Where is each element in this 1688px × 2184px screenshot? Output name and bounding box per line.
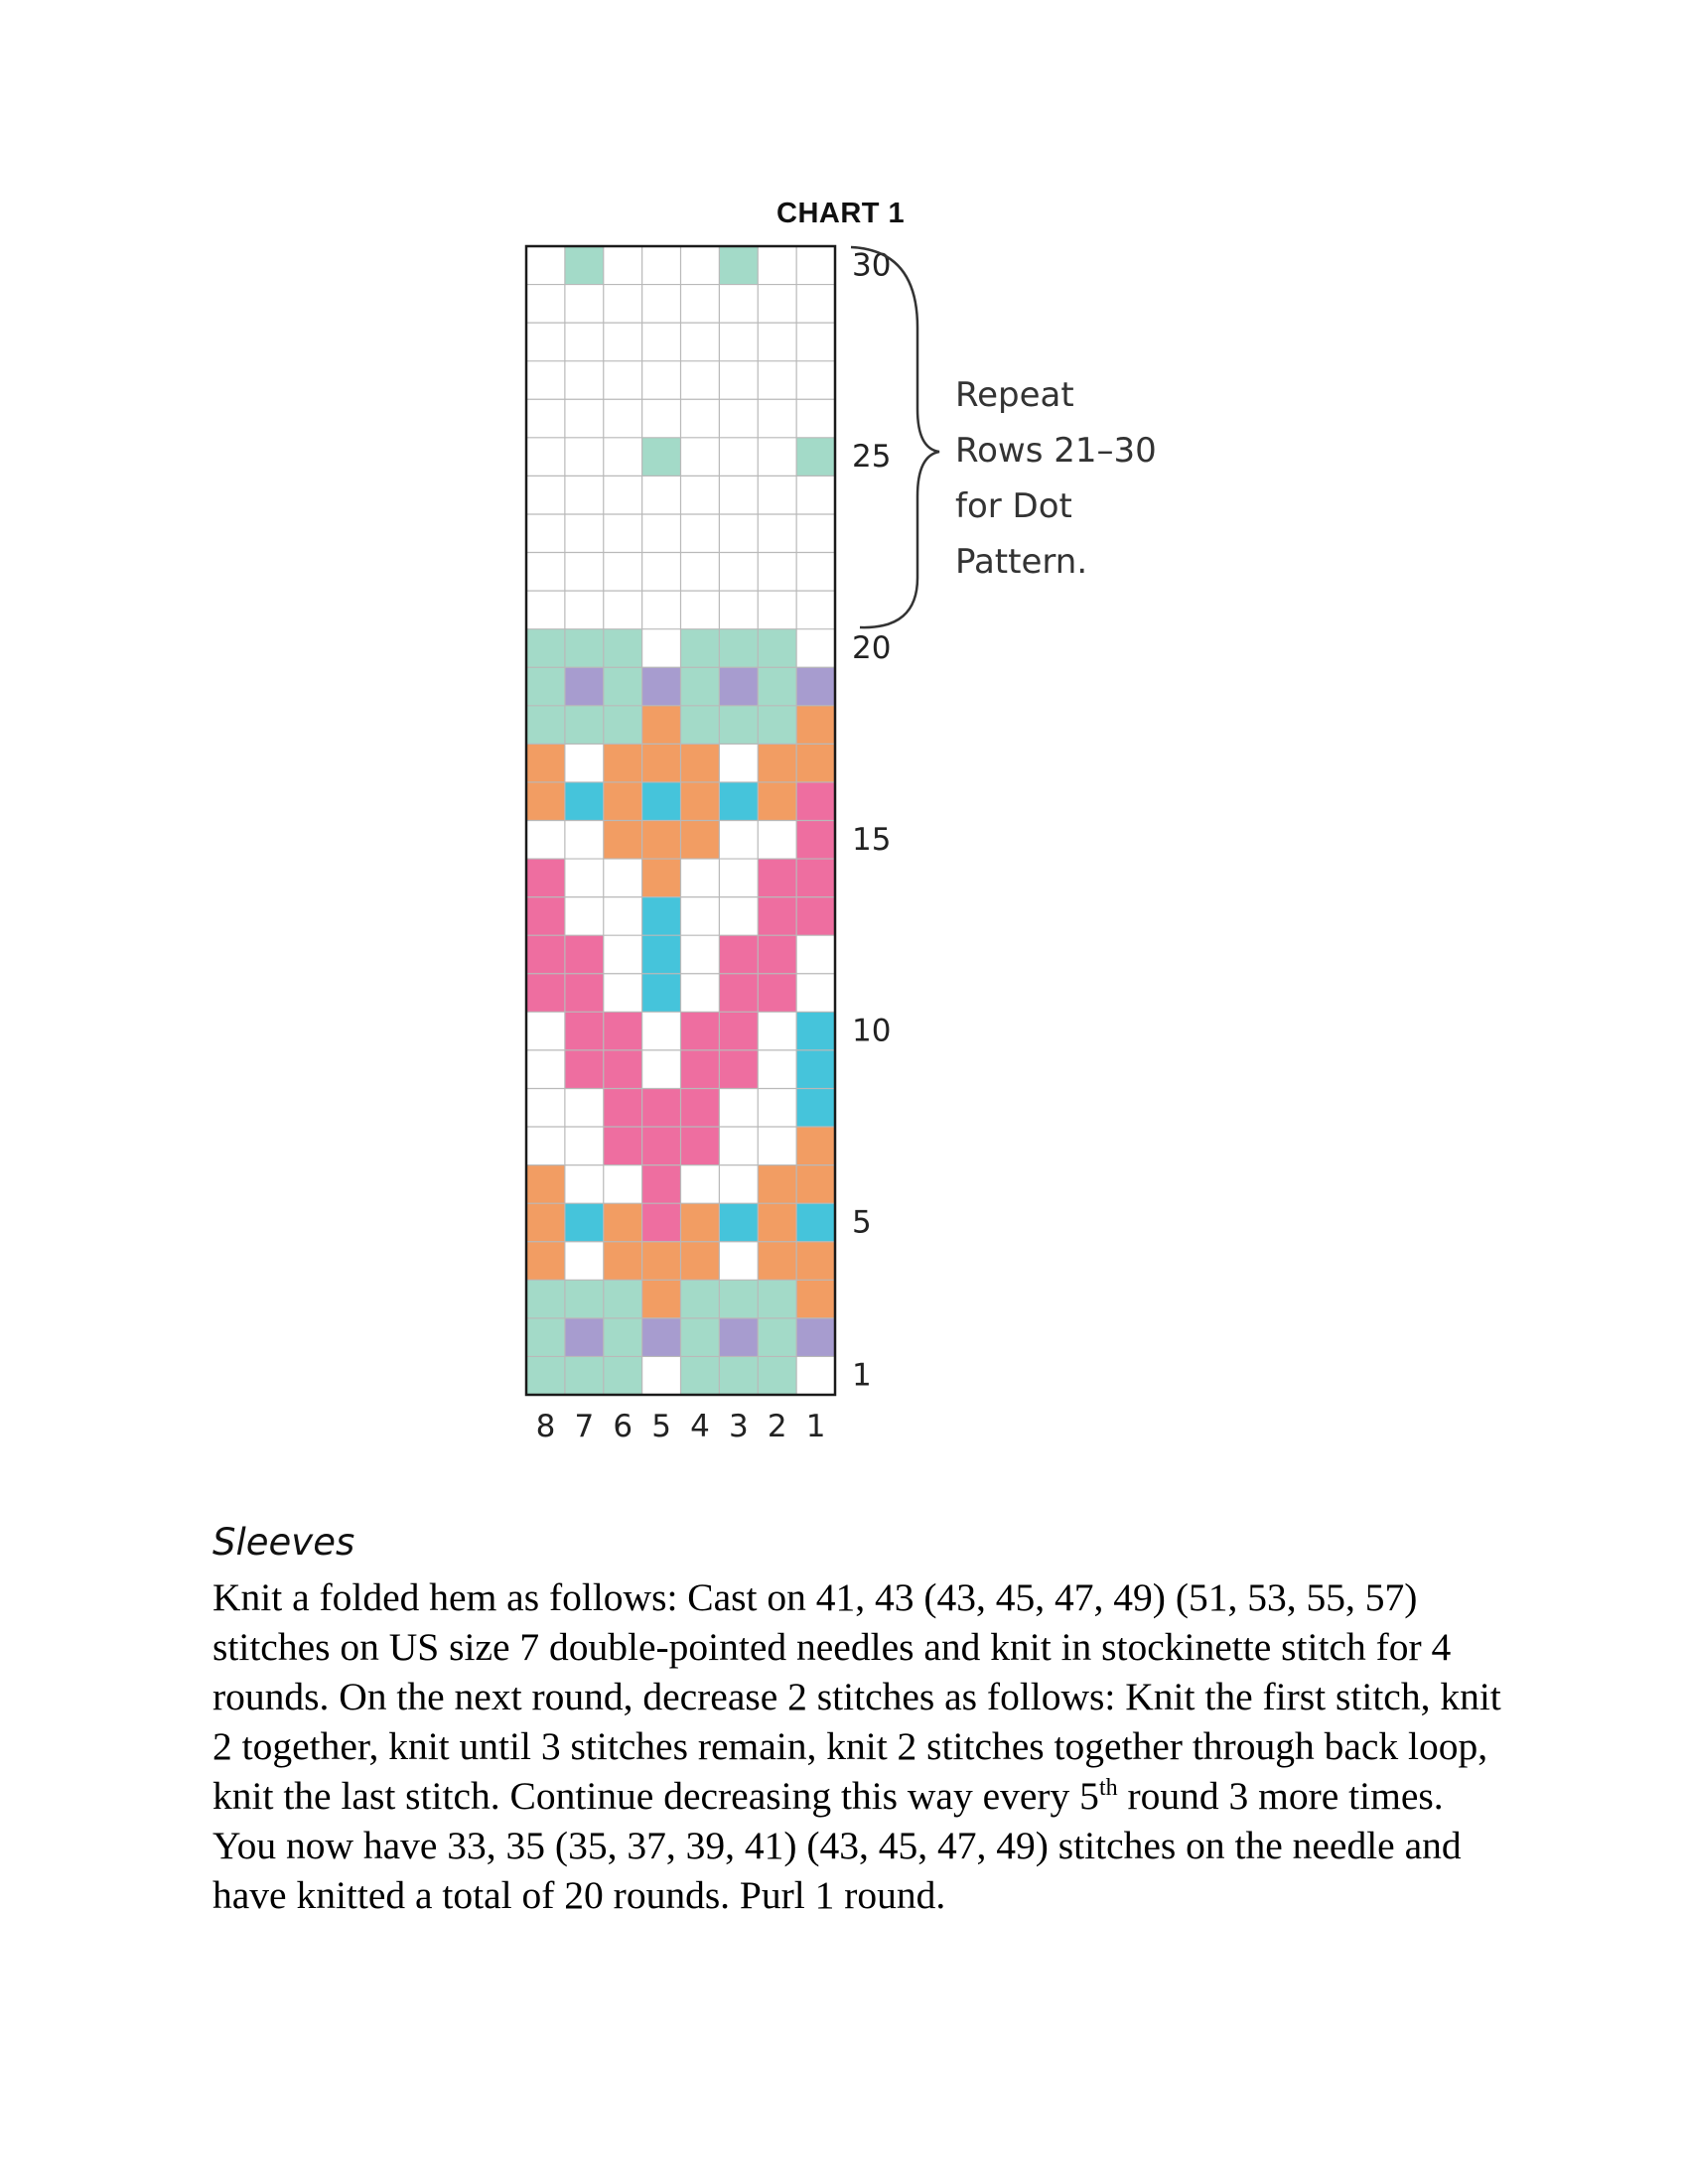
chart-cell (758, 629, 796, 668)
instructions-text-part-2: round 3 more times. You now have 33, 35 (35, 37, 39, 41) (43, 45, 47, 49) stitches on the needle and have knitted a total of 20 rounds. Purl 1 round. (212, 1774, 1462, 1917)
chart-cell (642, 629, 681, 668)
chart-cell (719, 1242, 758, 1281)
chart-cell (758, 1318, 796, 1357)
instructions-paragraph (212, 1572, 1503, 1920)
chart-cell (565, 1203, 604, 1242)
chart-cell (758, 744, 796, 782)
chart-cell (604, 1356, 642, 1395)
chart-cell (604, 1242, 642, 1281)
chart-cell (526, 1012, 565, 1050)
instructions-text-part-1: Knit a folded hem as follows: Cast on 41, 43 (43, 45, 47, 49) (51, 53, 55, 57) stitches on US size 7 double-pointed needles and knit in stockinette stitch for 4 rounds. On the next round, decrease 2 stitches as follows: Knit the first stitch, knit 2 together, knit until 3 stitches remain, knit 2 stitches together through back loop, knit the last stitch. Continue decreasing this way every 5 (212, 1575, 1501, 1818)
chart-cell (604, 476, 642, 514)
chart-cell (642, 1088, 681, 1127)
chart-cell (565, 1280, 604, 1318)
chart-cell (526, 1242, 565, 1281)
chart-cell (604, 361, 642, 400)
chart-cell (719, 744, 758, 782)
column-number-label: 6 (613, 1409, 633, 1444)
chart-cell (642, 782, 681, 821)
chart-cell (642, 744, 681, 782)
chart-cell (758, 1242, 796, 1281)
chart-cell (526, 246, 565, 285)
chart-cell (758, 323, 796, 361)
chart-cell (565, 438, 604, 477)
row-number-label: 1 (852, 1357, 872, 1394)
chart-cell (796, 553, 835, 592)
chart-cell (565, 476, 604, 514)
chart-cell (796, 935, 835, 974)
chart-cell (526, 399, 565, 438)
chart-cell (681, 974, 720, 1013)
chart-cell (526, 1088, 565, 1127)
chart-cell (796, 514, 835, 553)
chart-cell (604, 1165, 642, 1204)
chart-cell (719, 1280, 758, 1318)
ordinal-suffix: th (1098, 1774, 1118, 1801)
chart-cell (526, 1356, 565, 1395)
chart-cell (681, 1088, 720, 1127)
chart-cell (758, 1356, 796, 1395)
chart-cell (719, 323, 758, 361)
column-number-label: 8 (535, 1409, 556, 1444)
chart-cell (758, 1050, 796, 1089)
chart-cell (642, 246, 681, 285)
chart-cell (526, 744, 565, 782)
chart-cell (604, 859, 642, 897)
chart-cell (681, 744, 720, 782)
chart-cell (565, 1318, 604, 1357)
chart-cell (604, 246, 642, 285)
chart-cell (642, 821, 681, 860)
chart-cell (604, 667, 642, 706)
chart-cell (565, 246, 604, 285)
chart-cell (604, 782, 642, 821)
chart-cell (526, 667, 565, 706)
chart-cell (681, 1050, 720, 1089)
chart-cell (565, 706, 604, 745)
chart-cell (796, 1127, 835, 1165)
chart-cell (526, 1165, 565, 1204)
chart-cell (758, 246, 796, 285)
chart-cell (758, 1203, 796, 1242)
chart-cell (642, 1012, 681, 1050)
chart-cell (719, 935, 758, 974)
chart-cell (796, 706, 835, 745)
chart-cell (526, 1050, 565, 1089)
chart-cell (758, 1088, 796, 1127)
column-number-label: 5 (651, 1409, 671, 1444)
row-number-label: 25 (852, 439, 892, 476)
chart-cell (604, 553, 642, 592)
chart-cell (681, 935, 720, 974)
row-number-label: 10 (852, 1013, 892, 1049)
chart-cell (604, 285, 642, 324)
chart-cell (758, 1165, 796, 1204)
chart-cell (719, 1318, 758, 1357)
chart-cell (526, 974, 565, 1013)
chart-cell (796, 859, 835, 897)
chart-cell (526, 323, 565, 361)
chart-cell (642, 361, 681, 400)
chart-cell (526, 897, 565, 936)
chart-cell (719, 361, 758, 400)
chart-cell (526, 1203, 565, 1242)
chart-cell (719, 591, 758, 629)
chart-cell (796, 974, 835, 1013)
chart-cell (719, 1050, 758, 1089)
section-heading: Sleeves (212, 1521, 355, 1564)
chart-cell (719, 974, 758, 1013)
chart-cell (565, 629, 604, 668)
column-number-label: 7 (574, 1409, 595, 1444)
chart-cell (681, 476, 720, 514)
chart-cell (681, 1127, 720, 1165)
chart-cell (719, 1165, 758, 1204)
chart-cell (642, 1242, 681, 1281)
row-labels (852, 247, 891, 1393)
chart-cell (719, 438, 758, 477)
chart-title: CHART 1 (776, 198, 906, 229)
chart-cell (758, 706, 796, 745)
chart-cell (565, 1127, 604, 1165)
chart-cell (796, 1050, 835, 1089)
chart-cell (681, 399, 720, 438)
chart-cell (796, 1203, 835, 1242)
chart-cell (526, 1318, 565, 1357)
chart-cell (642, 1203, 681, 1242)
chart-cell (758, 438, 796, 477)
chart-cell (565, 514, 604, 553)
chart-cell (604, 629, 642, 668)
chart-cell (681, 1165, 720, 1204)
chart-cell (796, 897, 835, 936)
chart-cell (719, 859, 758, 897)
chart-cell (796, 744, 835, 782)
repeat-brace (851, 247, 939, 627)
chart-cell (719, 399, 758, 438)
chart-cell (681, 859, 720, 897)
chart-cell (604, 323, 642, 361)
chart-cell (719, 514, 758, 553)
chart-cell (758, 897, 796, 936)
chart-cell (604, 1050, 642, 1089)
repeat-note (955, 367, 1253, 590)
chart-cell (565, 782, 604, 821)
column-labels (536, 1409, 826, 1444)
chart-cell (681, 323, 720, 361)
chart-cell (604, 1127, 642, 1165)
chart-cell (758, 361, 796, 400)
chart-cell (565, 323, 604, 361)
chart-cell (719, 1356, 758, 1395)
chart-cell (796, 1356, 835, 1395)
chart-cell (642, 514, 681, 553)
chart-cell (565, 591, 604, 629)
chart-cell (758, 553, 796, 592)
chart-cell (565, 285, 604, 324)
chart-cell (796, 1012, 835, 1050)
chart-cell (604, 935, 642, 974)
chart-cell (642, 667, 681, 706)
chart-cell (796, 323, 835, 361)
chart-cell (796, 1280, 835, 1318)
chart-cell (796, 591, 835, 629)
chart-cell (642, 1318, 681, 1357)
chart-cell (796, 782, 835, 821)
chart-cell (796, 667, 835, 706)
chart-cell (758, 1127, 796, 1165)
chart-cell (565, 859, 604, 897)
chart-cell (604, 706, 642, 745)
chart-cell (719, 629, 758, 668)
chart-cell (642, 974, 681, 1013)
chart-cell (565, 897, 604, 936)
repeat-note-line-3: for Dot (955, 486, 1072, 526)
chart-cell (681, 706, 720, 745)
chart-cell (565, 744, 604, 782)
chart-cell (796, 1318, 835, 1357)
chart-cell (796, 361, 835, 400)
chart-cell (642, 1165, 681, 1204)
chart-cell (719, 476, 758, 514)
chart-cell (565, 974, 604, 1013)
row-number-label: 5 (852, 1204, 872, 1241)
chart-cell (758, 859, 796, 897)
chart-cell (681, 629, 720, 668)
chart-cell (719, 821, 758, 860)
chart-cell (526, 821, 565, 860)
chart-cell (758, 476, 796, 514)
chart-cell (642, 553, 681, 592)
row-number-label: 15 (852, 821, 892, 858)
chart-cell (604, 1012, 642, 1050)
chart-cell (796, 285, 835, 324)
chart-cell (642, 399, 681, 438)
chart-cell (758, 399, 796, 438)
chart-cell (796, 629, 835, 668)
chart-cell (681, 514, 720, 553)
chart-cell (642, 285, 681, 324)
chart-cell (604, 821, 642, 860)
chart-cell (642, 1280, 681, 1318)
chart-cell (758, 667, 796, 706)
column-number-label: 3 (728, 1409, 749, 1444)
chart-cell (796, 1165, 835, 1204)
chart-cell (604, 591, 642, 629)
chart-cell (758, 514, 796, 553)
chart-cell (719, 285, 758, 324)
chart-cell (565, 667, 604, 706)
chart-cell (758, 935, 796, 974)
chart-cell (642, 323, 681, 361)
row-number-label: 20 (852, 629, 892, 666)
chart-cell (526, 476, 565, 514)
chart-cell (526, 361, 565, 400)
chart-cell (719, 667, 758, 706)
chart-cell (719, 897, 758, 936)
chart-cell (758, 782, 796, 821)
chart-cell (642, 1356, 681, 1395)
chart-cell (681, 246, 720, 285)
column-number-label: 2 (767, 1409, 787, 1444)
chart-cell (565, 1050, 604, 1089)
chart-cell (565, 935, 604, 974)
chart-cell (526, 859, 565, 897)
column-number-label: 4 (690, 1409, 710, 1444)
chart-cell (526, 706, 565, 745)
chart-cell (796, 1088, 835, 1127)
chart-cell (604, 1280, 642, 1318)
chart-cell (642, 706, 681, 745)
chart-cell (642, 897, 681, 936)
chart-cell (604, 1088, 642, 1127)
chart-cell (758, 1012, 796, 1050)
chart-cell (526, 438, 565, 477)
chart-cell (526, 782, 565, 821)
chart-cell (526, 1127, 565, 1165)
chart-cell (681, 1012, 720, 1050)
chart-cell (604, 514, 642, 553)
chart-cell (526, 514, 565, 553)
chart-cell (604, 897, 642, 936)
chart-cell (681, 897, 720, 936)
chart-cell (758, 1280, 796, 1318)
chart-cell (719, 706, 758, 745)
repeat-note-line-2: Rows 21–30 (955, 431, 1157, 471)
chart-cell (565, 1356, 604, 1395)
chart-cell (604, 974, 642, 1013)
chart-cell (642, 859, 681, 897)
chart-cell (719, 1203, 758, 1242)
chart-cell (796, 476, 835, 514)
chart-cell (565, 361, 604, 400)
chart-cell (681, 553, 720, 592)
chart-cell (565, 1012, 604, 1050)
chart-cell (681, 1318, 720, 1357)
chart-cell (642, 438, 681, 477)
chart-cell (719, 1012, 758, 1050)
chart-cell (681, 1280, 720, 1318)
chart-cell (526, 629, 565, 668)
chart-cell (565, 1242, 604, 1281)
chart-cell (526, 553, 565, 592)
chart-cell (758, 285, 796, 324)
chart-cell (719, 782, 758, 821)
chart-cell (681, 667, 720, 706)
chart-cell (565, 821, 604, 860)
chart-cell (796, 1242, 835, 1281)
chart-cell (642, 476, 681, 514)
row-number-label: 30 (852, 247, 892, 284)
chart-cell (758, 591, 796, 629)
chart-cell (565, 399, 604, 438)
chart-cell (604, 438, 642, 477)
chart-cell (681, 1356, 720, 1395)
chart-cell (604, 399, 642, 438)
chart-cell (526, 591, 565, 629)
repeat-note-line-1: Repeat (955, 375, 1074, 415)
chart-cell (796, 246, 835, 285)
chart-cell (719, 1127, 758, 1165)
chart-cell (796, 399, 835, 438)
chart-cell (604, 1203, 642, 1242)
chart-cell (642, 935, 681, 974)
chart-cell (681, 1203, 720, 1242)
chart-cell (681, 361, 720, 400)
chart-cell (565, 1088, 604, 1127)
chart-cell (681, 821, 720, 860)
chart-cell (681, 591, 720, 629)
chart-cell (758, 974, 796, 1013)
chart-cell (796, 438, 835, 477)
chart-cell (565, 553, 604, 592)
chart-cell (565, 1165, 604, 1204)
chart-cell (604, 744, 642, 782)
repeat-note-line-4: Pattern. (955, 542, 1088, 582)
chart-cell (681, 1242, 720, 1281)
chart-cell (796, 821, 835, 860)
chart-cell (758, 821, 796, 860)
chart-cell (642, 1127, 681, 1165)
column-number-label: 1 (805, 1409, 826, 1444)
chart-cell (681, 438, 720, 477)
chart-cell (681, 782, 720, 821)
chart-cell (604, 1318, 642, 1357)
chart-cell (526, 285, 565, 324)
chart-cell (681, 285, 720, 324)
chart-cell (526, 935, 565, 974)
chart-cell (642, 1050, 681, 1089)
chart-cell (719, 246, 758, 285)
chart-cell (526, 1280, 565, 1318)
chart-cell (719, 1088, 758, 1127)
chart-cell (719, 553, 758, 592)
chart-cell (642, 591, 681, 629)
